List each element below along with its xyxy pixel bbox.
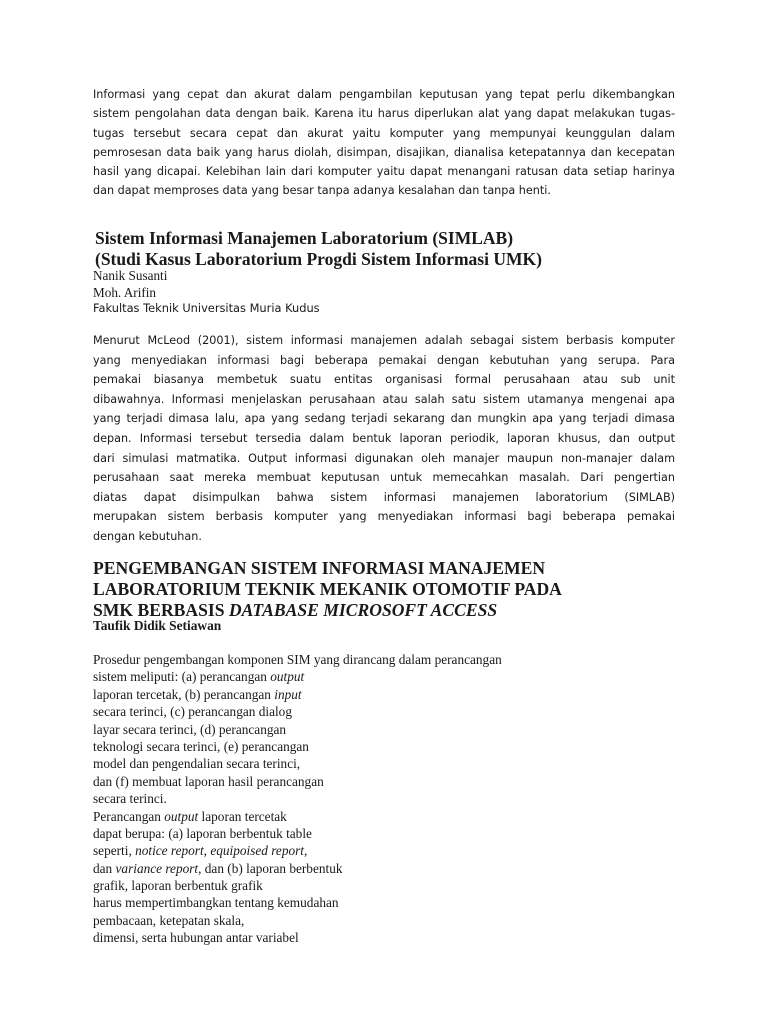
body-line: secara terinci.	[93, 791, 167, 807]
pengembangan-body	[93, 651, 502, 947]
intro-line: tugas tersebut secara cepat dan akurat yaitu komputer yang mempunyai keunggulan dalam	[93, 126, 675, 140]
body-line: pembacaan, ketepatan skala,	[93, 912, 245, 928]
text: seperti,	[93, 843, 136, 859]
body-line: teknologi secara terinci, (e) perancangan	[93, 738, 309, 754]
body-line: dan (f) membuat laporan hasil perancangan	[93, 773, 324, 789]
pengembangan-title	[93, 558, 562, 620]
italic-text: output	[164, 808, 199, 824]
simlab-body-line: depan. Informasi tersebut tersedia dalam bentuk laporan periodik, laporan khusus, dan output	[93, 431, 675, 445]
simlab-body-line: dibawahnya. Informasi menjelaskan perusahaan atau salah satu sistem utamanya mengenai apa	[93, 392, 675, 406]
body-line	[93, 668, 502, 685]
intro-paragraph	[93, 85, 675, 201]
simlab-body-line: diatas dapat disimpulkan bahwa sistem informasi manajemen laboratorium (SIMLAB)	[93, 490, 675, 504]
simlab-authors	[93, 268, 167, 301]
text: ,	[304, 843, 308, 859]
text: sistem meliputi: (a) perancangan	[93, 669, 271, 685]
simlab-body-paragraph	[93, 331, 675, 547]
title-text: SMK BERBASIS	[93, 599, 229, 620]
text: dan	[93, 860, 116, 876]
body-line	[93, 842, 502, 859]
body-line: Prosedur pengembangan komponen SIM yang dirancang dalam perancangan	[93, 652, 502, 667]
simlab-body-line: dengan kebutuhan.	[93, 529, 202, 543]
italic-text: notice report	[135, 843, 204, 859]
body-line: secara terinci, (c) perancangan dialog	[93, 704, 292, 720]
italic-text: input	[274, 686, 302, 702]
italic-text: equipoised report	[210, 843, 304, 859]
intro-line: Informasi yang cepat dan akurat dalam pengambilan keputusan yang tepat perlu dikembangkan	[93, 88, 675, 101]
simlab-body-line: Menurut McLeod (2001), sistem informasi manajemen adalah sebagai sistem berbasis komputer	[93, 334, 675, 347]
simlab-body-line: perusahaan saat mereka membuat keputusan untuk memecahkan masalah. Dari pengertian	[93, 471, 675, 485]
pengembangan-title-line: PENGEMBANGAN SISTEM INFORMASI MANAJEMEN	[93, 558, 546, 578]
pengembangan-author: Taufik Didik Setiawan	[93, 618, 222, 633]
body-line: dimensi, serta hubungan antar variabel	[93, 930, 299, 946]
body-line: model dan pengendalian secara terinci,	[93, 756, 301, 772]
simlab-body-line: pemakai biasanya membetuk suatu entitas organisasi formal perusahaan atau sub unit	[93, 373, 675, 387]
pengembangan-title-line: LABORATORIUM TEKNIK MEKANIK OTOMOTIF PADA	[93, 578, 562, 599]
simlab-subtitle: (Studi Kasus Laboratorium Progdi Sistem Informasi UMK)	[95, 249, 542, 269]
text: , dan (b) laporan berbentuk	[198, 860, 343, 876]
simlab-author-2: Moh. Arifin	[93, 284, 157, 300]
intro-line: pemrosesan data baik yang harus diolah, disimpan, disajikan, dianalisa ketepatannya dan kecepatan	[93, 145, 675, 159]
body-line	[93, 686, 502, 703]
italic-text: variance report	[115, 860, 199, 876]
text: ,	[203, 843, 211, 859]
text: laporan tercetak, (b) perancangan	[93, 686, 275, 702]
simlab-title: Sistem Informasi Manajemen Laboratorium (SIMLAB)	[95, 228, 514, 248]
simlab-body-line: yang terjadi dimasa lalu, apa yang sedang terjadi sekarang dan mungkin apa yang terjadi dimasa	[93, 412, 675, 426]
title-italic-text: DATABASE MICROSOFT ACCESS	[228, 599, 498, 620]
intro-line: hasil yang dicapai. Kelebihan lain dari komputer yaitu dapat menangani ratusan data setiap harinya	[93, 165, 675, 179]
italic-text: output	[270, 669, 305, 685]
body-line	[93, 808, 502, 825]
body-line: layar secara terinci, (d) perancangan	[93, 721, 287, 737]
body-line: dapat berupa: (a) laporan berbentuk table	[93, 825, 312, 841]
simlab-body-line: yang menyediakan informasi bagi beberapa pemakai dengan kebutuhan yang serupa. Para	[93, 353, 675, 367]
simlab-author-1: Nanik Susanti	[93, 268, 168, 283]
simlab-body-line: dari simulasi matmatika. Output informasi digunakan oleh manajer maupun non-manajer dalam	[93, 451, 675, 465]
simlab-body-line: merupakan sistem berbasis komputer yang menyediakan informasi bagi beberapa pemakai	[93, 510, 675, 524]
text: Perancangan	[93, 808, 165, 824]
simlab-affiliation: Fakultas Teknik Universitas Muria Kudus	[93, 301, 320, 315]
body-line: grafik, laporan berbentuk grafik	[93, 878, 263, 894]
text: laporan tercetak	[198, 808, 287, 824]
intro-line: sistem pengolahan data dengan baik. Karena itu harus diperlukan alat yang dapat melakukan tugas-	[93, 107, 675, 121]
body-line	[93, 860, 502, 877]
intro-line: dan dapat memproses data yang besar tanpa adanya kesalahan dan tanpa henti.	[93, 184, 551, 198]
body-line: harus mempertimbangkan tentang kemudahan	[93, 895, 339, 911]
